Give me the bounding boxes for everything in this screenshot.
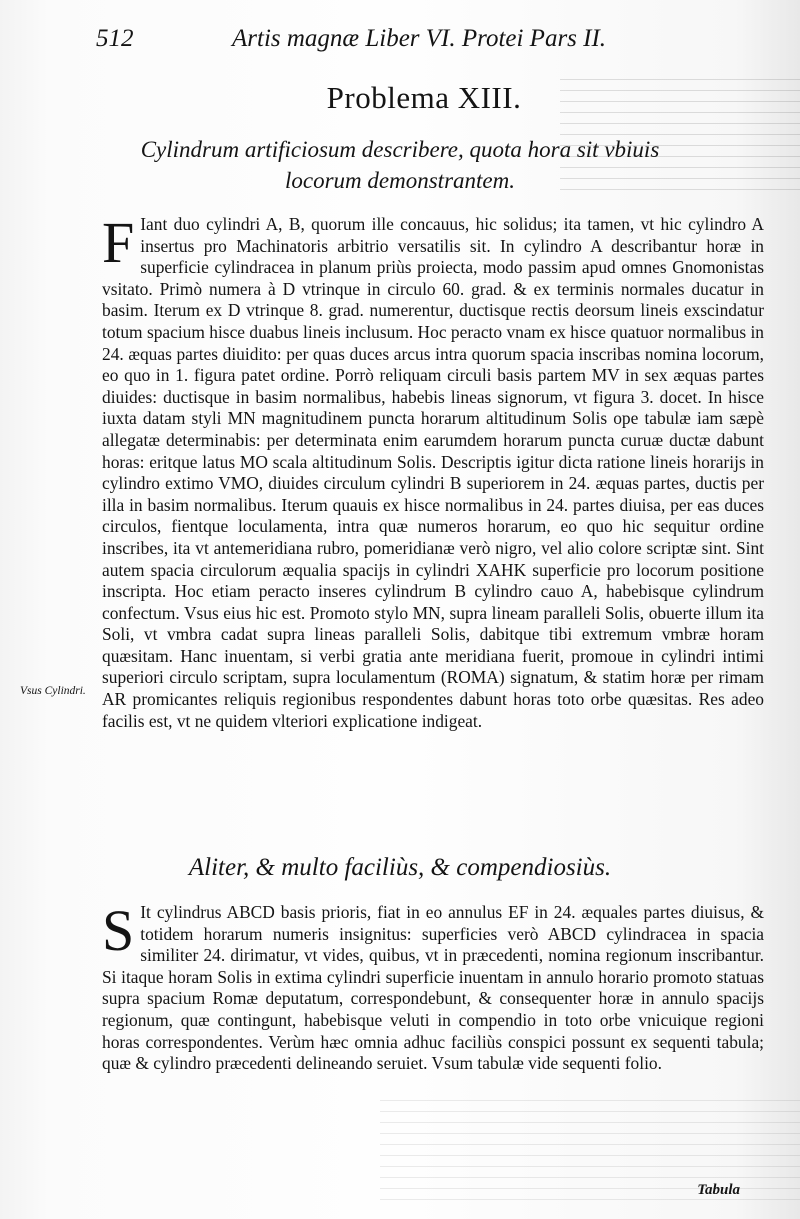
drop-cap-f: F [102,210,135,275]
problem-subtitle: Cylindrum artificiosum describere, quota hora sit vbiuis locorum demonstrantem. [140,137,660,193]
drop-cap-s: S [102,898,135,963]
margin-note: Vsus Cylindri. [20,685,86,697]
page-number: 512 [96,25,134,52]
paragraph-1 [102,210,764,732]
running-head [96,22,656,56]
section-heading: Aliter, & multo faciliùs, & compendiosiùs. [188,854,612,881]
paragraph-2 [102,898,764,1075]
problem-title: Problema XIII. [326,80,522,115]
running-head-title: Artis magnæ Liber VI. Protei Pars II. [232,25,607,52]
paragraph-1-text: Iant duo cylindri A, B, quorum ille concauus, hic solidus; ita tamen, vt hic cylindro A insertus pro Machinatoris arbitrio versatilis sit. In cylindro A describantur horæ in superficie cylindracea in planum priùs proiecta, modo passim apud omnes Gnomonistas vsitato. Primò numera à D vtrinque in circulo 60. grad. & ex terminis normales ducatur in basim. Iterum ex D vtrinque 8. grad. numerentur, ductisque rectis deorsum lineis exscindatur totum spacium hisce duabus lineis inclusum. Hoc peracto vnam ex hisce quatuor normalibus in 24. æquas partes diuidito: per quas duces arcus intra quorum spacia inscribas nomina locorum, eo quo in 1. figura patet ordine. Porrò reliquam circuli basis partem MV in sex æquas partes diuides: ductisque in basim normalibus, habebis lineas signorum, vt figura 3. docet. In hisce iuxta datam styli MN magnitudinem puncta horarum altitudinum Solis ope tabulæ iam sæpè allegatæ determinabis: per determinata enim earumdem horarum puncta curuæ ductæ dabunt horas: eritque latus MO scala altitudinum Solis. Descriptis igitur dicta ratione lineis horarijs in cylindro extimo VMO, diuides circulum cylindri B superiorem in 24. æquas partes, ductis per illa in basim normalibus. Iterum quauis ex hisce normalibus in 24. partes diuisa, per eas duces circulos, fientque loculamenta, intra quæ numeros horarum, eo quo hic sequitur ordine inscribes, ita vt antemeridiana rubro, pomeridianæ verò nigro, vel alio colore scriptæ sint. Sint autem spacia circulorum æqualia spacijs in cylindri XAHK superficie pro locorum positione inscripta. Hoc etiam peracto inseres cylindrum B cylindro cauo A, habebisque cylindrum confectum. Vsus eius hic est. Promoto stylo MN, supra lineam paralleli Solis, obuerte illum ita Soli, vt vmbra cadat supra lineas paralleli Solis, dabitque tibi extremum vmbræ horam quæsitam. Hanc inuentam, si verbi gratia ante meridiana fuerit, promoue in cylindri intimi superiori circulo scriptam, supra loculamentum (ROMA) signatum, & statim horæ per rimam AR promicantes reliquis regionibus respondentes dabunt horas toto orbe quæsitas. Res adeo facilis est, vt ne quidem vlteriori explicatione indigeat. [102,214,764,731]
paragraph-2-text: It cylindrus ABCD basis prioris, fiat in eo annulus EF in 24. æquales partes diuisus, & totidem horarum numeris insignitus: superficies verò ABCD cylindracea in spacia similiter 24. dirimatur, vt vides, quibus, vt in præcedenti, nomina regionum inscribantur. Si itaque horam Solis in extima cylindri superficie inuentam in annulo horario promoto statuas supra spacium Romæ deputatum, correspondebunt, & consequenter horæ in annulo spacijs regionum, quæ contingunt, habebisque veluti in compendio in toto orbe vnicuique regioni horas correspondentes. Verùm hæc omnia adhuc faciliùs conspici possunt ex sequenti tabula; quæ & cylindro præcedenti delineando seruiet. Vsum tabulæ vide sequenti folio. [102,902,764,1074]
catchword: Tabula [697,1182,740,1198]
